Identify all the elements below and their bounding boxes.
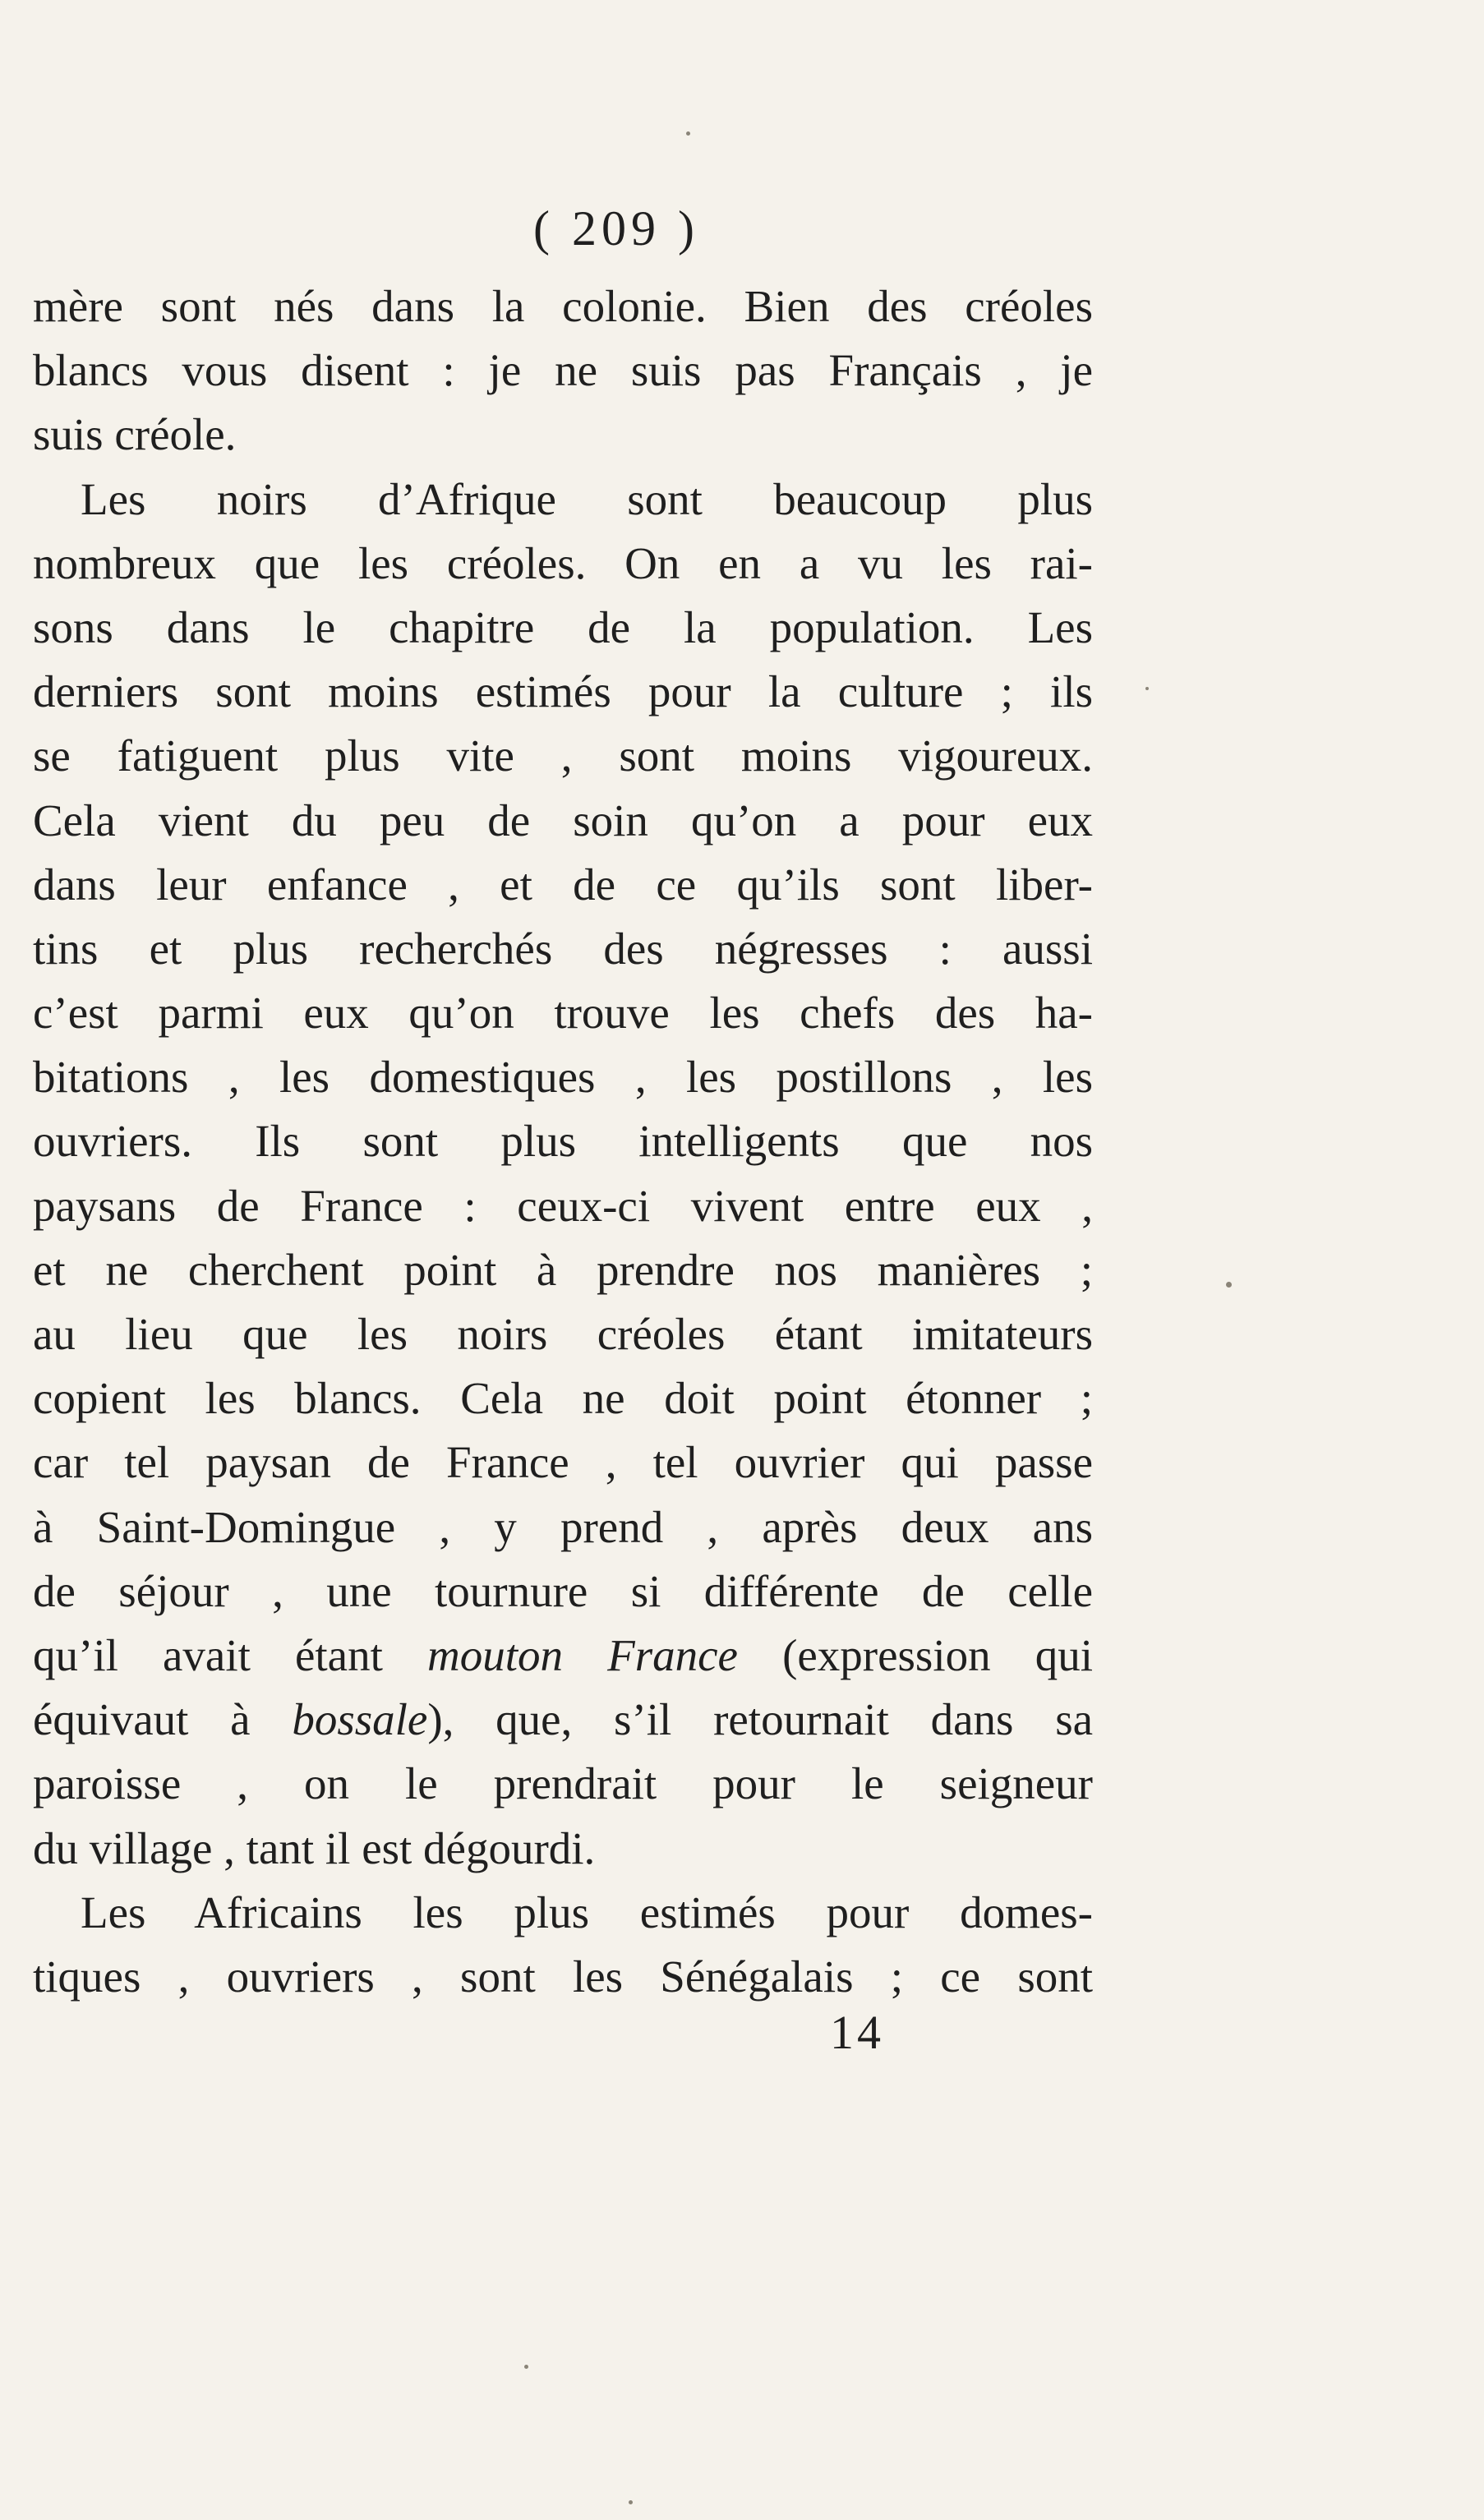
italic-term: mouton France [427, 1629, 738, 1680]
signature-mark: 14 [830, 2006, 884, 2059]
text-line: blancs vous disent : je ne suis pas Français , je [33, 345, 1093, 396]
text-line: Les noirs d’Afrique sont beaucoup plus [81, 473, 1093, 524]
text-line: de séjour , une tournure si différente de celle [33, 1565, 1093, 1616]
text-line: au lieu que les noirs créoles étant imitateurs [33, 1309, 1093, 1359]
text-line: ouvriers. Ils sont plus intelligents que nos [33, 1116, 1093, 1167]
text-line: car tel paysan de France , tel ouvrier qui passe [33, 1437, 1093, 1488]
text-line: qu’il avait étant mouton France (expression qui [33, 1629, 1094, 1680]
text-line: Cela vient du peu de soin qu’on a pour eux [33, 795, 1093, 845]
text-line: Les Africains les plus estimés pour domes- [81, 1887, 1093, 1937]
text-line: suis créole. [33, 409, 237, 460]
paper-speck [1145, 687, 1149, 690]
text-line: derniers sont moins estimés pour la culture ; ils [33, 666, 1093, 717]
text-line: du village , tant il est dégourdi. [33, 1822, 596, 1873]
text-line: nombreux que les créoles. On en a vu les rai- [33, 537, 1093, 588]
italic-term: bossale [292, 1694, 428, 1745]
text-line: copient les blancs. Cela ne doit point étonner ; [33, 1373, 1093, 1424]
page-number: ( 209 ) [533, 201, 699, 256]
text-line: équivaut à bossale), que, s’il retournait dans sa [33, 1694, 1094, 1745]
body-text [33, 274, 1093, 2009]
text-line: tiques , ouvriers , sont les Sénégalais ; ce sont [33, 1951, 1093, 2002]
text-line: paysans de France : ceux-ci vivent entre eux , [33, 1180, 1093, 1231]
paper-speck [524, 2365, 528, 2369]
paper-speck [1226, 1282, 1232, 1288]
text-line: sons dans le chapitre de la population. Les [33, 601, 1093, 652]
text-line: paroisse , on le prendrait pour le seigneur [33, 1758, 1093, 1809]
text-line: tins et plus recherchés des négresses : aussi [33, 923, 1093, 974]
text-line: se fatiguent plus vite , sont moins vigoureux. [33, 730, 1093, 781]
text-line: et ne cherchent point à prendre nos manières ; [33, 1244, 1093, 1295]
text-line: bitations , les domestiques , les postillons , les [33, 1052, 1093, 1103]
paper-speck [629, 2500, 633, 2504]
text-line: dans leur enfance , et de ce qu’ils sont liber- [33, 859, 1093, 910]
text-line: c’est parmi eux qu’on trouve les chefs des ha- [33, 988, 1093, 1039]
text-line: à Saint-Domingue , y prend , après deux ans [33, 1501, 1093, 1552]
paper-speck [686, 131, 690, 136]
text-line: mère sont nés dans la colonie. Bien des créoles [33, 281, 1093, 331]
